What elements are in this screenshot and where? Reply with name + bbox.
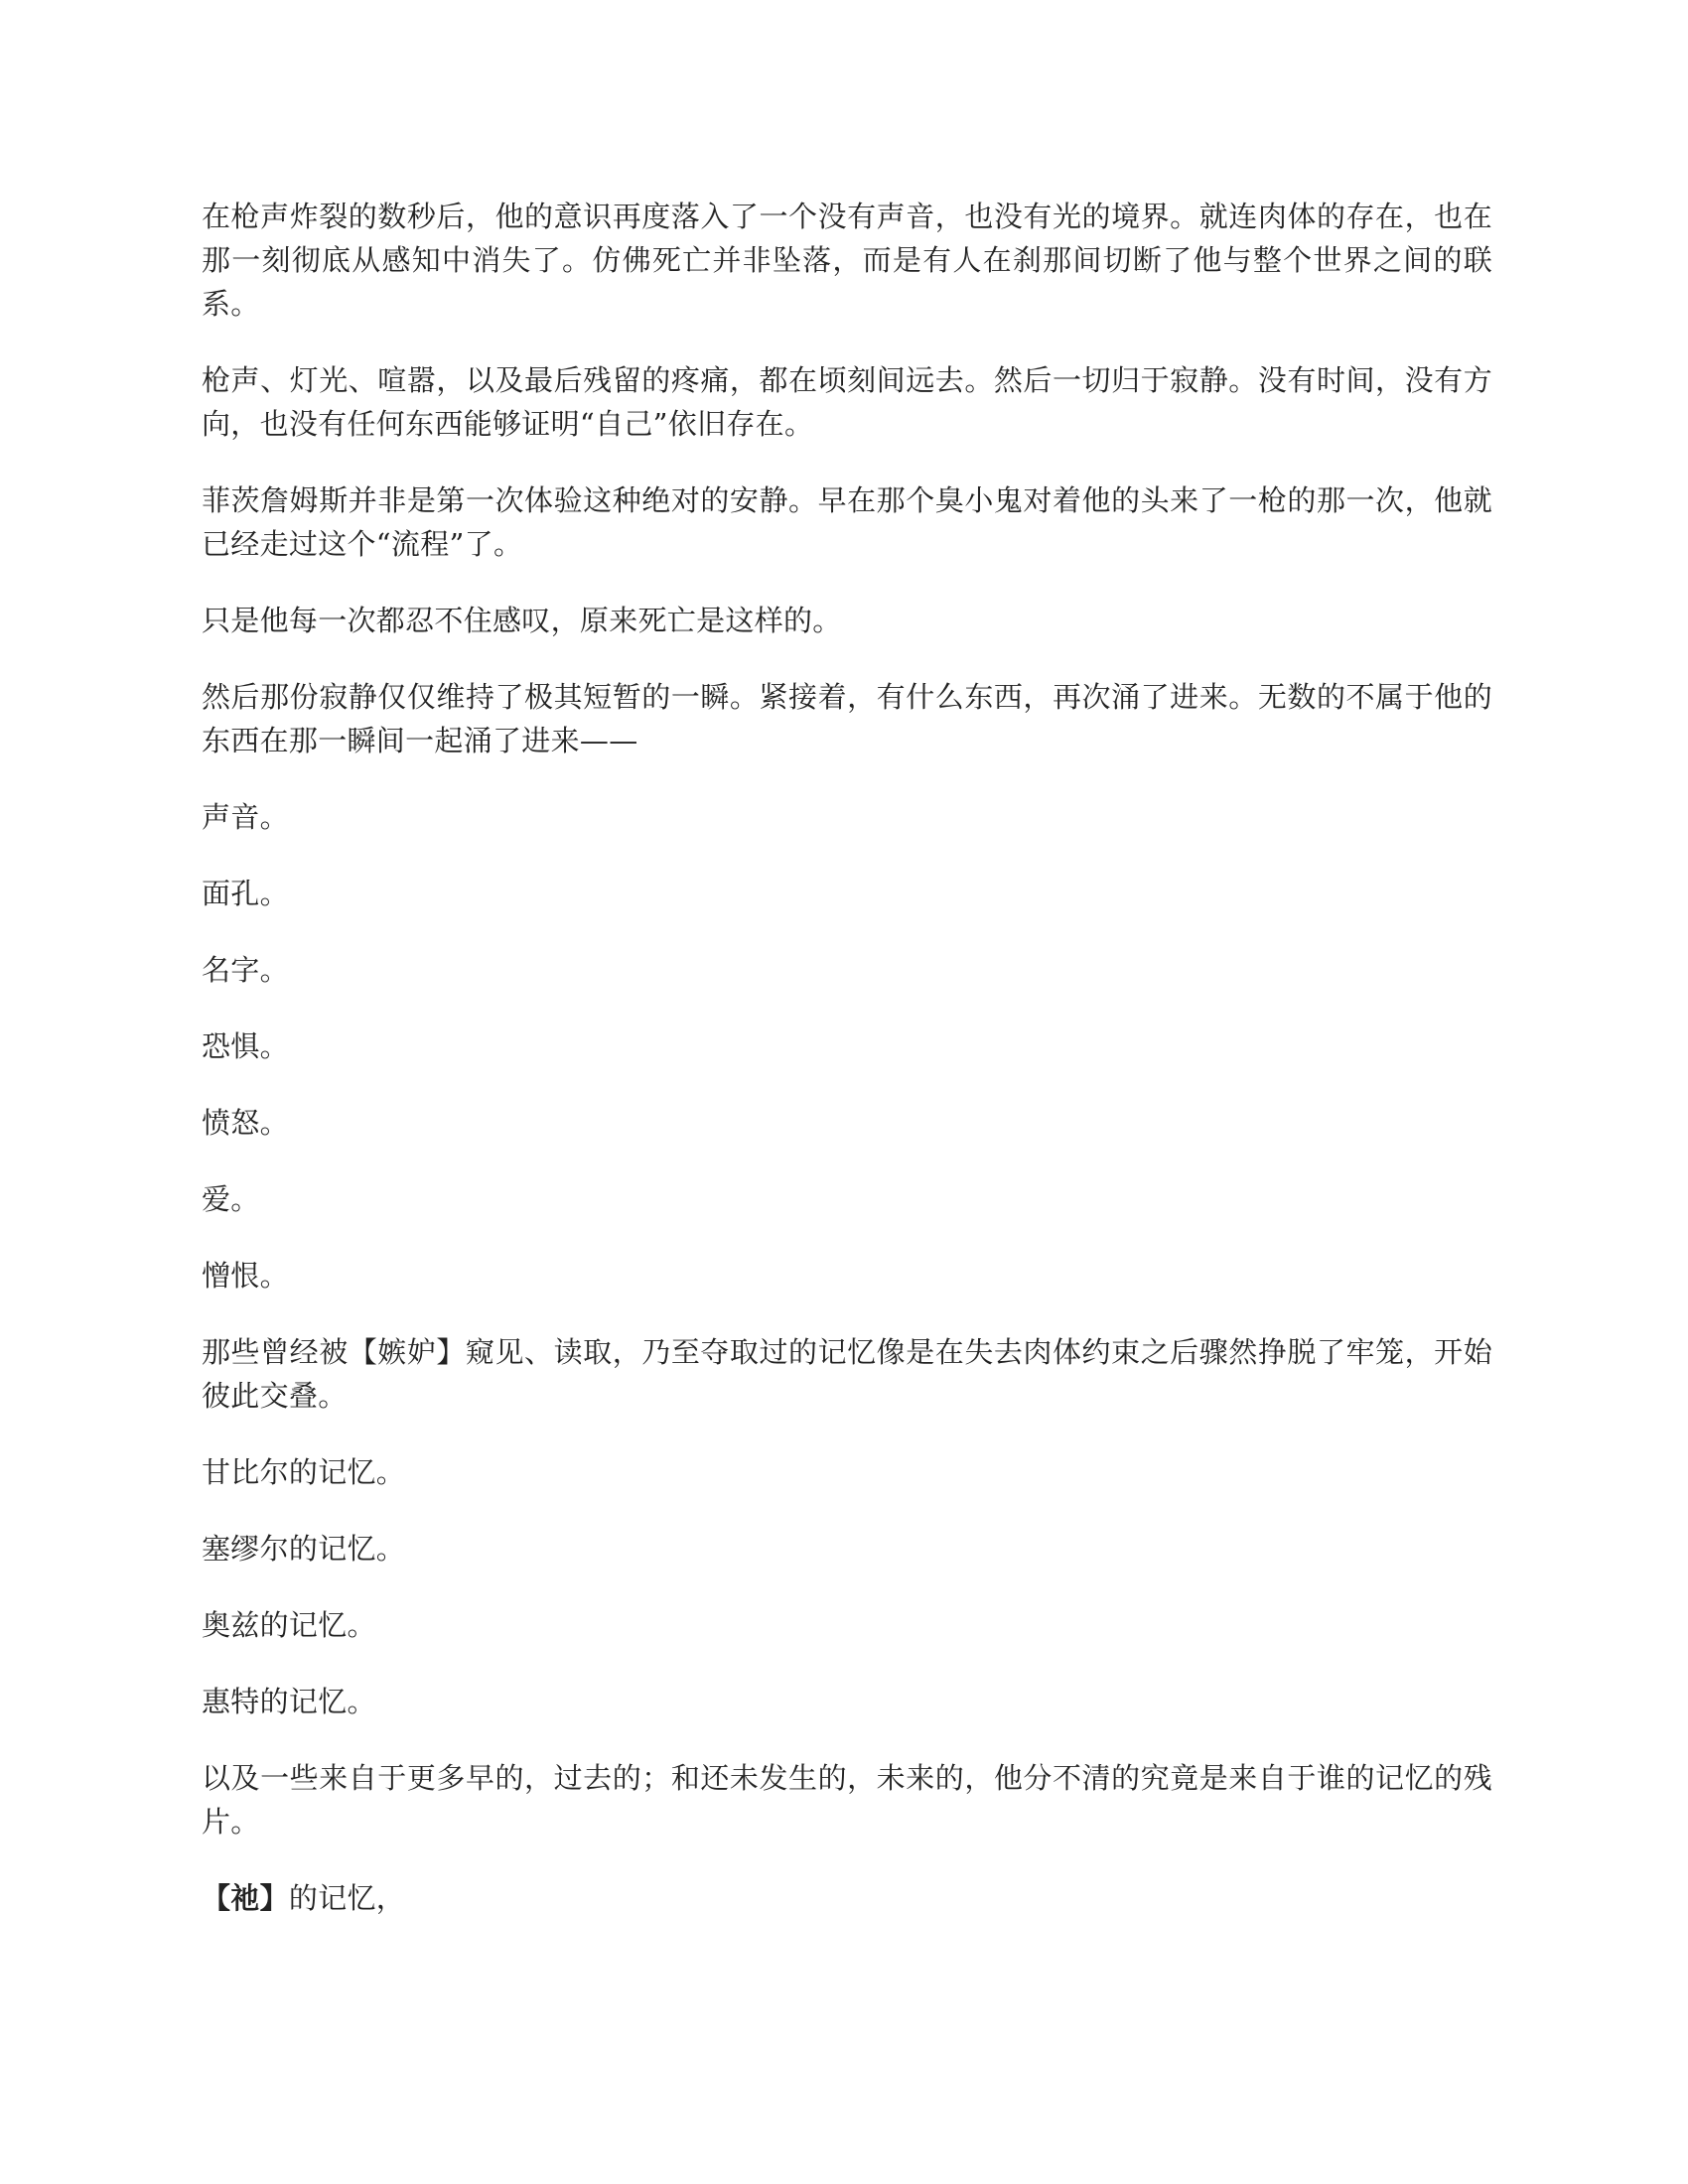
paragraph-10: 愤怒。 (202, 1106, 289, 1140)
paragraph-15: 塞缪尔的记忆。 (202, 1532, 406, 1566)
body-text (202, 195, 1492, 1920)
paragraph-4: 只是他每一次都忍不住感叹，原来死亡是这样的。 (202, 604, 842, 637)
paragraph-11: 爱。 (202, 1182, 260, 1216)
paragraph-12: 憎恨。 (202, 1259, 289, 1293)
paragraph-7: 面孔。 (202, 877, 289, 910)
paragraph-9: 恐惧。 (202, 1029, 289, 1063)
paragraph-17: 惠特的记忆。 (202, 1685, 376, 1718)
paragraph-8: 名字。 (202, 953, 289, 987)
paragraph-6: 声音。 (202, 800, 289, 834)
paragraph-5: 然后那份寂静仅仅维持了极其短暂的一瞬。紧接着，有什么东西，再次涌了进来。无数的不属于他的东西在那一瞬间一起涌了进来—— (202, 680, 1492, 757)
paragraph-2: 枪声、灯光、喧嚣，以及最后残留的疼痛，都在顷刻间远去。然后一切归于寂静。没有时间，没有方向，也没有任何东西能够证明“自己”依旧存在。 (202, 363, 1492, 441)
paragraph-18: 以及一些来自于更多早的，过去的；和还未发生的，未来的，他分不清的究竟是来自于谁的记忆的残片。 (202, 1761, 1492, 1839)
bold-bracket-term: 【祂】 (202, 1881, 289, 1915)
paragraph-16: 奥兹的记忆。 (202, 1608, 376, 1642)
paragraph-19-rest: 的记忆， (288, 1881, 406, 1915)
paragraph-14: 甘比尔的记忆。 (202, 1455, 406, 1489)
paragraph-3: 菲茨詹姆斯并非是第一次体验这种绝对的安静。早在那个臭小鬼对着他的头来了一枪的那一次，他就已经走过这个“流程”了。 (202, 483, 1492, 561)
paragraph-1: 在枪声炸裂的数秒后，他的意识再度落入了一个没有声音，也没有光的境界。就连肉体的存在，也在那一刻彻底从感知中消失了。仿佛死亡并非坠落，而是有人在刹那间切断了他与整个世界之间的联系。 (202, 200, 1492, 321)
paragraph-13: 那些曾经被【嫉妒】窥见、读取，乃至夺取过的记忆像是在失去肉体约束之后骤然挣脱了牢笼，开始彼此交叠。 (202, 1335, 1492, 1413)
paragraph-19 (202, 1876, 1492, 1920)
